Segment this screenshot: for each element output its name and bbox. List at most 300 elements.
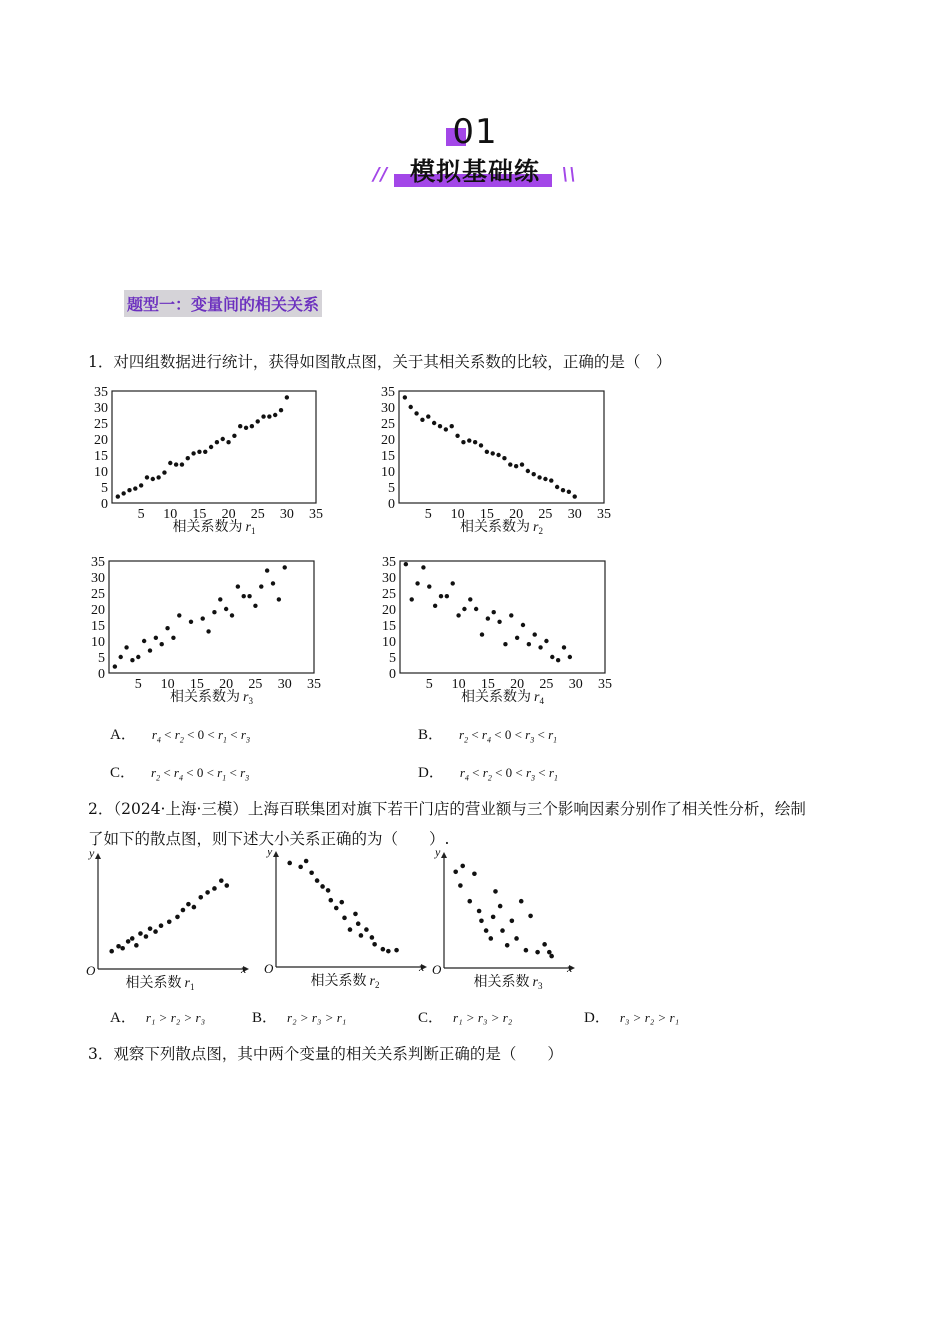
q1-chart-4-point <box>480 632 484 636</box>
q2-chart-3-point <box>535 950 540 955</box>
q1-chart-2-point <box>567 490 571 494</box>
q1-chart-3-point <box>201 616 205 620</box>
q1-chart-1-point <box>151 477 155 481</box>
q1-chart-3-point <box>259 584 263 588</box>
q1-chart-1-ytick: 25 <box>94 417 108 432</box>
q1-option-c-expr: $r_2 < r_4 < 0 < r_1 < r_3$ <box>151 765 250 783</box>
q2-text-line2: 了如下的散点图，则下述大小关系正确的为（ ）. <box>88 830 450 848</box>
q1-chart-1-point <box>116 494 120 498</box>
q2-chart-1-point <box>167 920 172 925</box>
q1-chart-4-ytick: 20 <box>382 603 396 618</box>
q1-chart-2-point <box>526 469 530 473</box>
q1-chart-1-ytick: 5 <box>101 481 108 496</box>
q1-chart-3-xtick: 5 <box>134 677 142 692</box>
q1-chart-3-ytick: 10 <box>91 635 105 650</box>
q1-chart-2-point <box>555 485 559 489</box>
q1-chart-1-xtick: 20 <box>221 507 236 522</box>
q2-chart-3-point <box>542 942 547 947</box>
q2-chart-3-point <box>524 948 529 953</box>
q2-chart-3-point <box>505 943 510 948</box>
q1-chart-1-point <box>162 470 166 474</box>
q1-chart-2-point <box>467 438 471 442</box>
q2-option-b[interactable] <box>252 1006 346 1027</box>
q1-chart-1-point <box>267 414 271 418</box>
q1-chart-3-point <box>130 658 134 662</box>
q2-chart-3-point <box>510 919 515 924</box>
q2-chart-1-point <box>134 943 139 948</box>
q1-chart-3-ytick: 15 <box>91 619 105 634</box>
q1-chart-3-ytick: 20 <box>91 603 105 618</box>
q2-chart-3-ylabel: y <box>435 850 441 859</box>
q1-chart-3-ytick: 25 <box>91 587 105 602</box>
q1-chart-2-point <box>561 488 565 492</box>
q1-chart-2-xtick: 35 <box>597 507 611 522</box>
q2-chart-1-point <box>224 883 229 888</box>
q2-chart-3-origin: O <box>432 962 442 977</box>
q2-chart-1-point <box>186 902 191 907</box>
q1-chart-2-point <box>473 440 477 444</box>
q1-chart-2-ytick: 0 <box>388 497 395 512</box>
q1-chart-2-point <box>409 405 413 409</box>
q1-chart-4-point <box>445 594 449 598</box>
q2-option-d[interactable] <box>584 1006 679 1027</box>
q1-chart-4-xtick: 10 <box>451 677 466 692</box>
q1-option-a-expr: $r_4 < r_2 < 0 < r_1 < r_3$ <box>151 727 250 745</box>
q2-option-a-expr: r₁ > r₂ > r₃ <box>145 1010 206 1025</box>
q1-chart-4-point <box>474 607 478 611</box>
q1-chart-4-frame <box>400 561 605 673</box>
q1-chart-4-point <box>515 636 519 640</box>
q1-chart-3-point <box>136 655 140 659</box>
q2-chart-3-point <box>498 904 503 909</box>
q1-option-c[interactable] <box>110 761 249 783</box>
q2-chart-2-point <box>370 935 375 940</box>
q1-chart-3-point <box>224 607 228 611</box>
q1-chart-4-point <box>550 655 554 659</box>
q1-chart-3-point <box>113 664 117 668</box>
q1-chart-4-point <box>410 597 414 601</box>
q1-chart-1-xtick: 25 <box>250 507 265 522</box>
q2-option-d-letter: D． <box>584 1010 610 1026</box>
q1-chart-2-point <box>438 424 442 428</box>
q2-chart-2-point <box>298 865 303 870</box>
q1-chart-2-point <box>461 440 465 444</box>
q2-chart-1-point <box>116 944 121 949</box>
q1-chart-4-point <box>468 597 472 601</box>
q1-chart-4-xtick: 30 <box>568 677 583 692</box>
q1-chart-2-point <box>403 395 407 399</box>
q2-chart-2 <box>264 850 427 990</box>
q1-chart-1-xtick: 35 <box>309 507 323 522</box>
q1-chart-4-point <box>427 584 431 588</box>
q2-chart-2-point <box>329 898 334 903</box>
q1-option-a[interactable] <box>110 723 250 745</box>
q1-chart-2-ytick: 30 <box>381 401 395 416</box>
q3-text: 3．观察下列散点图，其中两个变量的相关关系判断正确的是（ ） <box>88 1045 563 1063</box>
q1-chart-3-xtick: 15 <box>189 677 204 692</box>
q1-chart-1-ytick: 10 <box>94 465 108 480</box>
q2-chart-3-point <box>528 914 533 919</box>
q1-chart-2-point <box>426 414 430 418</box>
q2-chart-3-y-arrow <box>441 852 447 858</box>
q2-chart-1-point <box>192 905 197 910</box>
q1-chart-4-point <box>451 581 455 585</box>
q1-chart-3-caption: 相关系数为 $r_3$ <box>170 690 253 706</box>
q1-chart-3-point <box>160 642 164 646</box>
q2-chart-2-point <box>364 927 369 932</box>
q1-chart-4-point <box>544 639 548 643</box>
header-slash-right: \\ <box>561 164 577 185</box>
q1-chart-1-point <box>244 426 248 430</box>
q1-option-d[interactable] <box>418 761 558 783</box>
q2-chart-3-point <box>472 871 477 876</box>
q2-chart-1-point <box>138 931 143 936</box>
q2-option-b-expr: r₂ > r₃ > r₁ <box>287 1010 347 1025</box>
q1-chart-2-caption: 相关系数为 $r_2$ <box>460 520 543 536</box>
q2-scatter-charts <box>0 850 950 1000</box>
q2-option-c-expr: r₁ > r₃ > r₂ <box>453 1010 513 1025</box>
q2-chart-3-point <box>519 899 524 904</box>
q2-option-b-letter: B． <box>252 1010 278 1026</box>
q1-chart-1-xtick: 30 <box>279 507 294 522</box>
q2-chart-1-origin: O <box>86 963 96 978</box>
q1-chart-3-point <box>171 636 175 640</box>
q2-chart-3-point <box>549 954 554 959</box>
q2-chart-3-point <box>477 909 482 914</box>
q2-chart-2-point <box>394 948 399 953</box>
q1-chart-3-ytick: 0 <box>98 667 105 682</box>
q1-chart-2-point <box>537 475 541 479</box>
q1-chart-4-point <box>538 645 542 649</box>
q1-option-b[interactable] <box>418 723 557 745</box>
q1-chart-3-point <box>148 648 152 652</box>
q2-chart-3-point <box>514 936 519 941</box>
q2-chart-2-origin: O <box>264 961 274 976</box>
q1-chart-2-point <box>414 411 418 415</box>
q1-chart-1-ytick: 15 <box>94 449 108 464</box>
q1-chart-1-point <box>226 440 230 444</box>
q1-chart-2-point <box>549 478 553 482</box>
q1-chart-4-xtick: 25 <box>539 677 554 692</box>
q1-chart-4-caption: 相关系数为 $r_4$ <box>461 690 544 706</box>
q1-chart-1-point <box>156 475 160 479</box>
q1-chart-3-point <box>247 594 251 598</box>
q1-chart-3-point <box>230 613 234 617</box>
q1-chart-2-ytick: 10 <box>381 465 395 480</box>
q2-chart-2-point <box>356 921 361 926</box>
q2-chart-1-point <box>120 946 125 951</box>
q1-chart-3-point <box>177 613 181 617</box>
q1-chart-3-point <box>242 594 246 598</box>
q1-option-a-letter: A． <box>110 727 136 743</box>
q1-chart-1-point <box>285 395 289 399</box>
q1-chart-4-point <box>497 620 501 624</box>
q2-chart-2-point <box>353 912 358 917</box>
section-title: 题型一：变量间的相关关系 <box>124 290 322 317</box>
q1-chart-4-point <box>486 616 490 620</box>
q2-chart-2-y-arrow <box>273 851 279 857</box>
q1-chart-3-ytick: 30 <box>91 571 105 586</box>
q1-chart-1-point <box>256 419 260 423</box>
q1-chart-2-xtick: 15 <box>479 507 494 522</box>
q2-chart-1-point <box>175 915 180 920</box>
q2-chart-1-point <box>205 890 210 895</box>
q2-chart-1-xlabel: x <box>241 962 247 976</box>
q2-chart-1-point <box>130 936 135 941</box>
q2-chart-1-point <box>148 926 153 931</box>
q2-chart-2-point <box>342 916 347 921</box>
q1-chart-1-point <box>168 461 172 465</box>
q1-chart-2-xtick: 10 <box>450 507 465 522</box>
q1-chart-1-point <box>121 491 125 495</box>
q2-chart-1 <box>86 850 249 992</box>
q1-chart-1-point <box>180 462 184 466</box>
q2-option-a[interactable] <box>110 1006 205 1027</box>
q1-chart-1-point <box>221 437 225 441</box>
q1-chart-3-xtick: 30 <box>277 677 292 692</box>
q1-chart-1-point <box>209 445 213 449</box>
q1-chart-3-point <box>236 584 240 588</box>
q1-chart-1-point <box>279 408 283 412</box>
q1-option-d-expr: $r_4 < r_2 < 0 < r_3 < r_1$ <box>459 765 558 783</box>
q2-chart-1-y-arrow <box>95 853 101 859</box>
q2-chart-2-ylabel: y <box>267 850 273 858</box>
q1-chart-3-point <box>271 581 275 585</box>
q1-chart-2-point <box>508 462 512 466</box>
q1-chart-4-ytick: 15 <box>382 619 396 634</box>
q1-chart-1-ytick: 0 <box>101 497 108 512</box>
q1-chart-1-point <box>127 488 131 492</box>
q1-chart-3-xtick: 25 <box>248 677 263 692</box>
q1-chart-2-point <box>450 424 454 428</box>
q2-chart-1-point <box>212 886 217 891</box>
q1-chart-2-point <box>485 450 489 454</box>
q1-chart-1-point <box>174 462 178 466</box>
q1-chart-4-ytick: 0 <box>389 667 396 682</box>
q1-chart-3-ytick: 5 <box>98 651 105 666</box>
q2-chart-1-point <box>181 908 186 913</box>
q2-chart-3-point <box>458 883 463 888</box>
q1-chart-3-point <box>154 636 158 640</box>
q1-chart-4-xtick: 35 <box>598 677 612 692</box>
q2-chart-2-point <box>315 878 320 883</box>
q2-chart-3-point <box>493 889 498 894</box>
q1-chart-3-ytick: 35 <box>91 555 105 570</box>
q1-chart-4-point <box>503 642 507 646</box>
q2-chart-2-point <box>381 947 386 952</box>
q1-chart-4-point <box>462 607 466 611</box>
q1-chart-1-xtick: 10 <box>163 507 178 522</box>
q2-text-line1: 2．（2024·上海·三模）上海百联集团对旗下若干门店的营业额与三个影响因素分别作了相关性分析，绘制 <box>88 800 806 818</box>
q1-chart-4-ytick: 5 <box>389 651 396 666</box>
q2-chart-1-point <box>153 929 158 934</box>
q1-chart-3-xtick: 20 <box>219 677 234 692</box>
q1-chart-1 <box>94 385 323 536</box>
q1-chart-2-point <box>420 418 424 422</box>
q2-chart-1-point <box>159 923 164 928</box>
q2-chart-2-point <box>348 927 353 932</box>
q1-chart-4-ytick: 10 <box>382 635 396 650</box>
q2-option-a-letter: A． <box>110 1010 136 1026</box>
q1-chart-1-point <box>191 451 195 455</box>
q1-chart-1-ytick: 20 <box>94 433 108 448</box>
q1-chart-1-point <box>203 450 207 454</box>
q1-chart-4-ytick: 30 <box>382 571 396 586</box>
q2-chart-3-point <box>489 936 494 941</box>
q1-chart-4-point <box>433 604 437 608</box>
q1-chart-2-frame <box>399 391 604 503</box>
q2-chart-3-point <box>484 928 489 933</box>
q2-chart-3-point <box>460 864 465 869</box>
q1-chart-4-point <box>421 565 425 569</box>
q2-chart-2-xlabel: x <box>419 960 425 974</box>
q2-chart-2-point <box>386 949 391 954</box>
header-slash-left: // <box>373 164 389 185</box>
q2-option-c-letter: C． <box>418 1010 444 1026</box>
q1-chart-2-point <box>479 443 483 447</box>
q2-chart-3-point <box>500 928 505 933</box>
q1-chart-2-xtick: 20 <box>509 507 524 522</box>
q1-chart-2-point <box>573 494 577 498</box>
q1-chart-2 <box>381 385 611 536</box>
q2-chart-2-point <box>320 884 325 889</box>
q1-chart-2-point <box>532 472 536 476</box>
q1-chart-3-point <box>119 655 123 659</box>
q1-chart-3-point <box>265 568 269 572</box>
q1-chart-2-xtick: 30 <box>567 507 582 522</box>
header-title-text: 模拟基础练 <box>409 157 540 186</box>
q1-chart-1-point <box>197 450 201 454</box>
q1-chart-1-point <box>133 486 137 490</box>
q1-chart-2-point <box>543 477 547 481</box>
q2-chart-2-point <box>304 859 309 864</box>
q1-chart-3-xtick: 10 <box>160 677 175 692</box>
q1-chart-2-point <box>496 453 500 457</box>
q2-chart-1-point <box>109 949 114 954</box>
q1-text: 1．对四组数据进行统计，获得如图散点图，关于其相关系数的比较，正确的是（ ） <box>88 353 672 371</box>
q1-chart-3-point <box>142 639 146 643</box>
q1-chart-3-point <box>277 597 281 601</box>
q1-chart-1-point <box>139 483 143 487</box>
q2-chart-1-caption: 相关系数 $r_1$ <box>125 976 195 992</box>
q2-chart-1-point <box>198 895 203 900</box>
q2-chart-3-point <box>547 950 552 955</box>
q1-chart-3-point <box>165 626 169 630</box>
q1-chart-1-xtick: 15 <box>192 507 207 522</box>
q1-chart-4-point <box>415 581 419 585</box>
q1-chart-3 <box>91 555 321 706</box>
q2-chart-2-point <box>326 888 331 893</box>
q1-chart-2-xtick: 25 <box>538 507 553 522</box>
q1-chart-2-point <box>432 421 436 425</box>
q1-chart-4-xtick: 5 <box>425 677 433 692</box>
q1-chart-4-point <box>492 610 496 614</box>
q1-chart-2-point <box>444 427 448 431</box>
q1-option-b-expr: $r_2 < r_4 < 0 < r_3 < r_1$ <box>459 727 558 745</box>
q1-chart-1-point <box>215 440 219 444</box>
q2-chart-2-point <box>372 942 377 947</box>
q1-chart-4-point <box>509 613 513 617</box>
q1-chart-4-ytick: 35 <box>382 555 396 570</box>
q1-chart-3-point <box>218 597 222 601</box>
q1-option-d-letter: D． <box>418 765 444 781</box>
q2-chart-3-caption: 相关系数 $r_3$ <box>473 975 543 991</box>
q1-chart-3-point <box>124 645 128 649</box>
q2-chart-1-ylabel: y <box>89 850 95 860</box>
q1-chart-2-ytick: 25 <box>381 417 395 432</box>
q1-chart-4-point <box>439 594 443 598</box>
q2-chart-2-point <box>287 861 292 866</box>
q1-chart-4-xtick: 20 <box>510 677 525 692</box>
q1-chart-1-xtick: 5 <box>137 507 145 522</box>
q2-chart-3 <box>432 850 575 991</box>
q2-chart-3-point <box>491 915 496 920</box>
q1-chart-2-ytick: 15 <box>381 449 395 464</box>
q1-chart-2-xtick: 5 <box>424 507 432 522</box>
q2-option-c[interactable] <box>418 1006 512 1027</box>
q1-chart-4-point <box>533 632 537 636</box>
q1-chart-3-xtick: 35 <box>307 677 321 692</box>
q2-chart-3-xlabel: x <box>567 961 573 975</box>
q1-chart-4-point <box>556 658 560 662</box>
q1-chart-1-point <box>145 475 149 479</box>
q1-chart-1-ytick: 35 <box>94 385 108 400</box>
q1-chart-1-point <box>273 413 277 417</box>
header-number: 01 <box>452 112 498 152</box>
q1-chart-4-point <box>562 645 566 649</box>
q2-chart-2-point <box>309 870 314 875</box>
q1-chart-2-ytick: 35 <box>381 385 395 400</box>
q1-chart-2-point <box>491 451 495 455</box>
q1-chart-3-point <box>212 610 216 614</box>
q1-chart-2-ytick: 5 <box>388 481 395 496</box>
q2-chart-1-point <box>144 934 149 939</box>
q1-chart-3-point <box>283 565 287 569</box>
q1-chart-1-point <box>250 424 254 428</box>
q1-chart-4-point <box>456 613 460 617</box>
q1-chart-2-point <box>514 464 518 468</box>
q1-option-b-letter: B． <box>418 727 444 743</box>
q2-option-d-expr: r₃ > r₂ > r₁ <box>619 1010 680 1025</box>
q2-chart-2-point <box>359 933 364 938</box>
q1-chart-1-ytick: 30 <box>94 401 108 416</box>
q2-chart-2-point <box>334 906 339 911</box>
q1-chart-1-point <box>232 434 236 438</box>
q1-chart-4-xtick: 15 <box>480 677 495 692</box>
q1-chart-1-point <box>186 456 190 460</box>
q2-chart-2-caption: 相关系数 $r_2$ <box>310 974 380 990</box>
q1-chart-1-point <box>261 414 265 418</box>
q1-chart-4-point <box>404 562 408 566</box>
q2-chart-1-point <box>126 939 131 944</box>
q1-chart-3-point <box>189 620 193 624</box>
q1-chart-4 <box>382 555 612 706</box>
q1-chart-2-point <box>502 456 506 460</box>
q2-chart-1-point <box>219 878 224 883</box>
q1-chart-4-point <box>521 623 525 627</box>
q1-chart-3-point <box>206 629 210 633</box>
q1-chart-4-ytick: 25 <box>382 587 396 602</box>
q2-chart-2-point <box>339 900 344 905</box>
q1-chart-2-point <box>455 434 459 438</box>
q1-option-c-letter: C． <box>110 765 136 781</box>
q1-chart-2-point <box>520 462 524 466</box>
q1-chart-4-point <box>568 655 572 659</box>
q1-chart-2-ytick: 20 <box>381 433 395 448</box>
q2-chart-3-point <box>479 919 484 924</box>
q1-chart-3-point <box>253 604 257 608</box>
q1-chart-4-point <box>527 642 531 646</box>
